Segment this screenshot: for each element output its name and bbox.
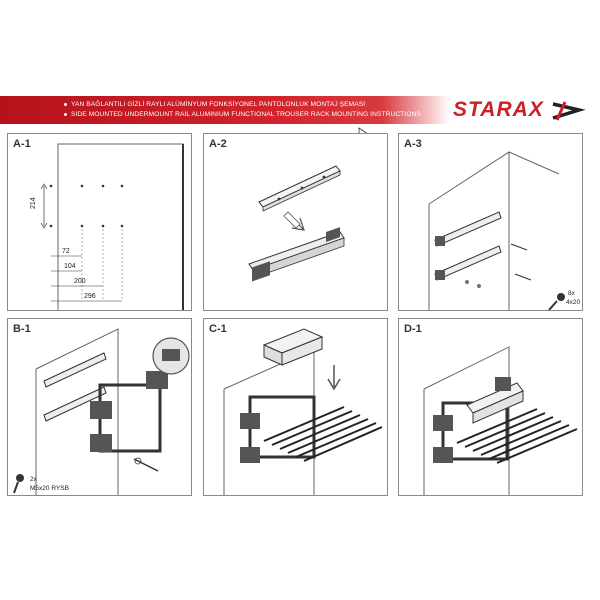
dim-296: 296 — [84, 293, 96, 300]
d1-tray-icon — [467, 377, 523, 423]
panel-a1 — [7, 133, 192, 311]
d1-final-assembly — [399, 319, 583, 496]
c1-tray-installation — [204, 319, 388, 496]
a1-hole-markers — [50, 185, 124, 228]
a3-lower-rail — [435, 246, 501, 280]
dim-200: 200 — [74, 278, 86, 285]
b1-hardware-qty: 2x — [30, 476, 37, 483]
panel-a1-label: A-1 — [13, 138, 31, 150]
c1-hanger-rods — [264, 407, 382, 461]
panel-a3 — [398, 133, 583, 311]
a1-drilling-diagram — [8, 134, 192, 311]
panel-d1 — [398, 318, 583, 496]
lower-rail-icon — [249, 227, 344, 281]
panel-d1-label: D-1 — [404, 323, 422, 335]
c1-tray-icon — [264, 329, 322, 365]
b1-screw-icon — [14, 474, 24, 493]
panel-a3-label: A-3 — [404, 138, 422, 150]
panel-a2-label: A-2 — [209, 138, 227, 150]
logo-x-mark-icon — [453, 98, 588, 122]
a3-hardware-spec: 4x20 — [566, 299, 581, 306]
upper-rail-icon — [259, 166, 340, 211]
title-english — [64, 111, 421, 118]
title-turkish — [64, 101, 365, 108]
dim-214: 214 — [30, 197, 37, 209]
panel-b1 — [7, 318, 192, 496]
title-turkish-text: YAN BAĞLANTILI GİZLİ RAYLI ALÜMİNYUM FONKSİYONEL PANTOLONLUK MONTAJ ŞEMASI — [71, 101, 366, 108]
panel-c1 — [203, 318, 388, 496]
panel-a2 — [203, 133, 388, 311]
banner-red-band — [0, 96, 450, 124]
dim-72: 72 — [62, 248, 70, 255]
a2-rail-assembly — [204, 134, 388, 311]
panel-b1-label: B-1 — [13, 323, 31, 335]
a3-upper-rail — [435, 212, 501, 246]
a3-screw-icon — [549, 293, 565, 310]
b1-hardware-spec: M5x20 RYSB — [30, 485, 69, 492]
title-banner — [0, 96, 600, 124]
panel-c1-label: C-1 — [209, 323, 227, 335]
a3-hardware-qty: 8x — [568, 290, 575, 297]
brand-logo — [453, 98, 588, 122]
b1-rack-frame — [90, 371, 168, 452]
b1-frame-mounting — [8, 319, 192, 496]
title-english-text: SIDE MOUNTED UNDERMOUNT RAIL ALUMINIUM FUNCTIONAL TROUSER RACK MOUNTING INSTRUCTIONS — [71, 111, 421, 118]
dim-104: 104 — [64, 263, 76, 270]
a3-rail-mounting — [399, 134, 583, 311]
brand-logo-text: STARAX — [453, 98, 544, 121]
